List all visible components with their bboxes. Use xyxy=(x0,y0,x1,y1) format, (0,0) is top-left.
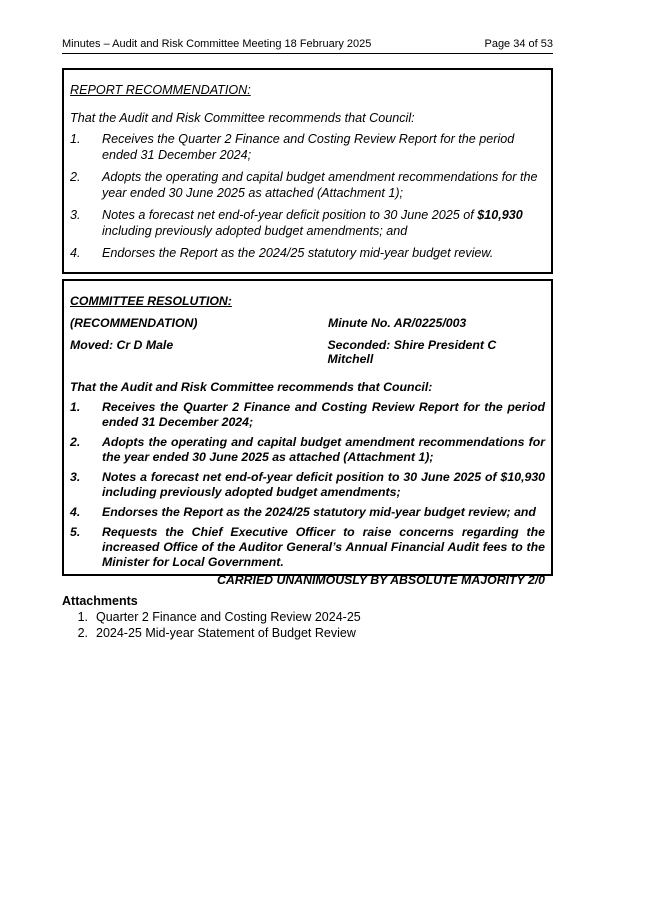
attachments-heading: Attachments xyxy=(62,594,138,608)
item-text: Receives the Quarter 2 Finance and Costing Review Report for the period ended 31 December 2024; xyxy=(102,132,515,162)
list-item xyxy=(70,435,545,465)
item-text: Endorses the Report as the 2024/25 statutory mid-year budget review; and xyxy=(102,505,536,519)
list-item xyxy=(70,525,545,570)
minute-number: Minute No. AR/0225/003 xyxy=(328,316,467,330)
report-recommendation-box xyxy=(62,68,553,274)
list-item xyxy=(70,505,545,520)
attachment-item[interactable] xyxy=(62,609,361,625)
attachment-title: Quarter 2 Finance and Costing Review 2024-25 xyxy=(96,610,361,624)
item-text: Adopts the operating and capital budget amendment recommendations for the year ended 30 June 2025 as attached (Attachment 1); xyxy=(102,170,538,200)
page-header xyxy=(62,38,553,54)
item-text: Notes a forecast net end-of-year deficit position to 30 June 2025 of $10,930 including previously adopted budget amendments; xyxy=(102,470,545,499)
header-title: Minutes – Audit and Risk Committee Meeting 18 February 2025 xyxy=(62,38,372,50)
recommendation-title: REPORT RECOMMENDATION: xyxy=(70,83,251,97)
item-number: 2. xyxy=(70,170,81,184)
list-item xyxy=(70,400,545,430)
attachments-list xyxy=(62,609,361,641)
attachment-title: 2024-25 Mid-year Statement of Budget Review xyxy=(96,626,356,640)
resolution-title: COMMITTEE RESOLUTION: xyxy=(70,294,232,308)
attachment-item[interactable] xyxy=(62,625,361,641)
item-text-before: Notes a forecast net end-of-year deficit position to 30 June 2025 of xyxy=(102,208,478,222)
item-number: 4. xyxy=(70,246,81,260)
seconded-by: Seconded: Shire President C Mitchell xyxy=(327,338,497,366)
attachment-number: 2. xyxy=(77,626,88,640)
resolution-list xyxy=(70,400,545,570)
item-text: Receives the Quarter 2 Finance and Costing Review Report for the period ended 31 December 2024; xyxy=(102,400,545,429)
item-text xyxy=(102,207,545,239)
item-number: 5. xyxy=(70,525,81,539)
item-text: Requests the Chief Executive Officer to raise concerns regarding the increased Office of the Auditor General’s Annual Financial Audit fees to the Minister for Local Government. xyxy=(102,525,545,569)
resolution-mover-row xyxy=(70,338,545,366)
recommendation-list xyxy=(70,131,545,261)
page-number: Page 34 of 53 xyxy=(484,38,553,50)
item-text: Endorses the Report as the 2024/25 statutory mid-year budget review. xyxy=(102,246,494,260)
list-item xyxy=(70,169,545,201)
moved-by: Moved: Cr D Male xyxy=(70,338,174,352)
list-item xyxy=(70,131,545,163)
item-text-after: including previously adopted budget amendments; and xyxy=(102,224,408,238)
carried-statement: CARRIED UNANIMOUSLY BY ABSOLUTE MAJORITY 2/0 xyxy=(217,573,545,587)
resolution-meta-row xyxy=(70,316,545,330)
item-number: 3. xyxy=(70,208,81,222)
committee-resolution-box xyxy=(62,279,553,587)
attachment-number: 1. xyxy=(77,610,88,624)
list-item xyxy=(70,207,545,239)
item-number: 3. xyxy=(70,470,81,484)
recommendation-label: (RECOMMENDATION) xyxy=(70,316,198,330)
list-item xyxy=(70,245,545,261)
deficit-amount: $10,930 xyxy=(477,208,523,222)
item-number: 4. xyxy=(70,505,81,519)
item-number: 2. xyxy=(70,435,81,449)
recommendation-intro: That the Audit and Risk Committee recommends that Council: xyxy=(70,111,415,125)
resolution-intro: That the Audit and Risk Committee recommends that Council: xyxy=(70,380,433,394)
item-number: 1. xyxy=(70,400,81,414)
item-text: Adopts the operating and capital budget amendment recommendations for the year ended 30 June 2025 as attached (Attachment 1); xyxy=(102,435,545,464)
list-item xyxy=(70,470,545,500)
item-number: 1. xyxy=(70,132,81,146)
